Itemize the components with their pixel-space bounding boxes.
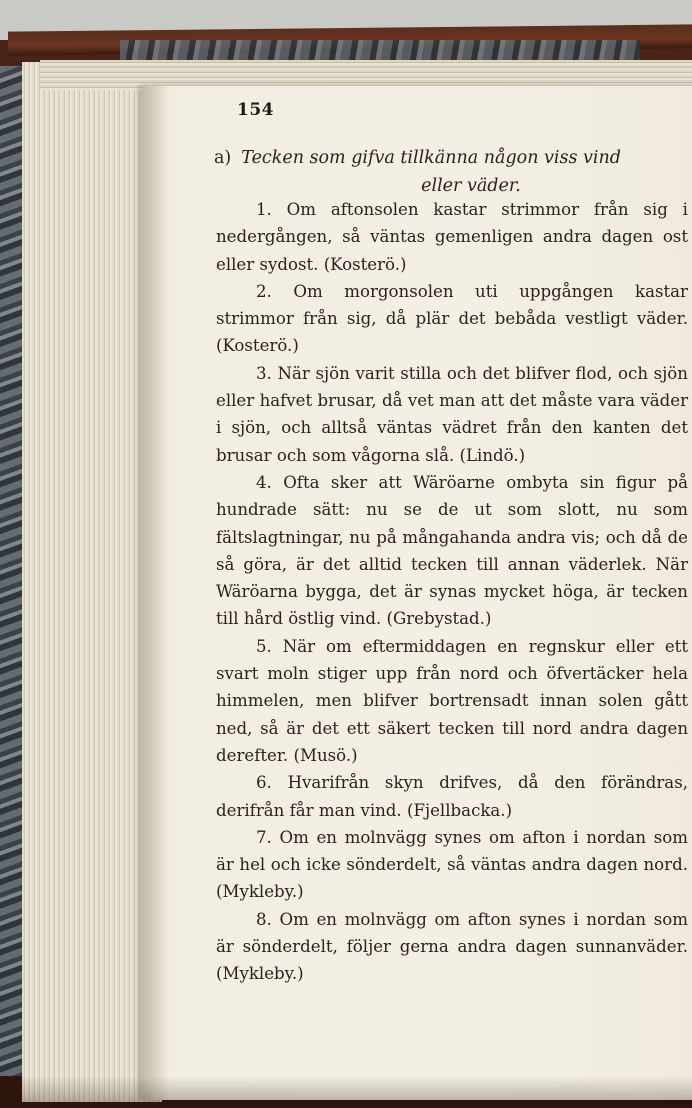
body-text: [216, 196, 688, 988]
paragraph-1: 1. Om aftonsolen kastar strimmor från sig i nedergången, så väntas gemenligen andra dagen ost eller sydost. (Kosterö.): [216, 200, 688, 274]
paragraph-3: 3. När sjön varit stilla och det blifver flod, och sjön eller hafvet brusar, då vet man att det måste vara väder i sjön, och alltså väntas vädret från den kanten det brusar och som vågorna slå. (Lindö.): [216, 363, 688, 465]
paragraph-2: 2. Om morgonsolen uti uppgången kastar strimmor från sig, då plär det bebåda vestligt väder. (Kosterö.): [216, 281, 688, 356]
page-block-edges: [22, 62, 162, 1102]
heading-line-1: Tecken som gifva tillkänna någon viss vind: [241, 148, 622, 168]
paragraph-6: 6. Hvarifrån skyn drifves, då den förändras, derifrån får man vind. (Fjellbacka.): [216, 773, 688, 820]
paragraph-7: 7. Om en molnvägg synes om afton i nordan som är hel och icke sönderdelt, så väntas andra dagen nord. (Mykleby.): [216, 827, 688, 902]
marbled-endpaper-top: [120, 40, 640, 62]
section-heading: [214, 144, 688, 200]
page-number: 154: [237, 100, 274, 120]
paragraph-8: 8. Om en molnvägg om afton synes i nordan som är sönderdelt, följer gerna andra dagen sunnanväder. (Mykleby.): [216, 909, 688, 984]
paragraph-5: 5. När om eftermiddagen en regnskur eller ett svart moln stiger upp från nord och öfvertäcker hela himmelen, men blifver bortrensadt innan solen gått ned, så är det ett säkert tecken till nord andra dagen derefter. (Musö.): [216, 636, 688, 765]
heading-marker: a): [214, 148, 232, 168]
bottom-shadow: [0, 1076, 692, 1108]
paragraph-4: 4. Ofta sker att Wäröarne ombyta sin figur på hundrade sätt: nu se de ut som slott, nu som fältslagtningar, nu på mångahanda andra vis; och då de så göra, är det alltid tecken till annan väderlek. När Wäröarna bygga, det är synas mycket höga, är tecken till hård östlig vind. (Grebystad.): [216, 472, 688, 629]
gutter-shadow: [142, 86, 168, 1100]
heading-line-2: eller väder.: [421, 176, 521, 196]
